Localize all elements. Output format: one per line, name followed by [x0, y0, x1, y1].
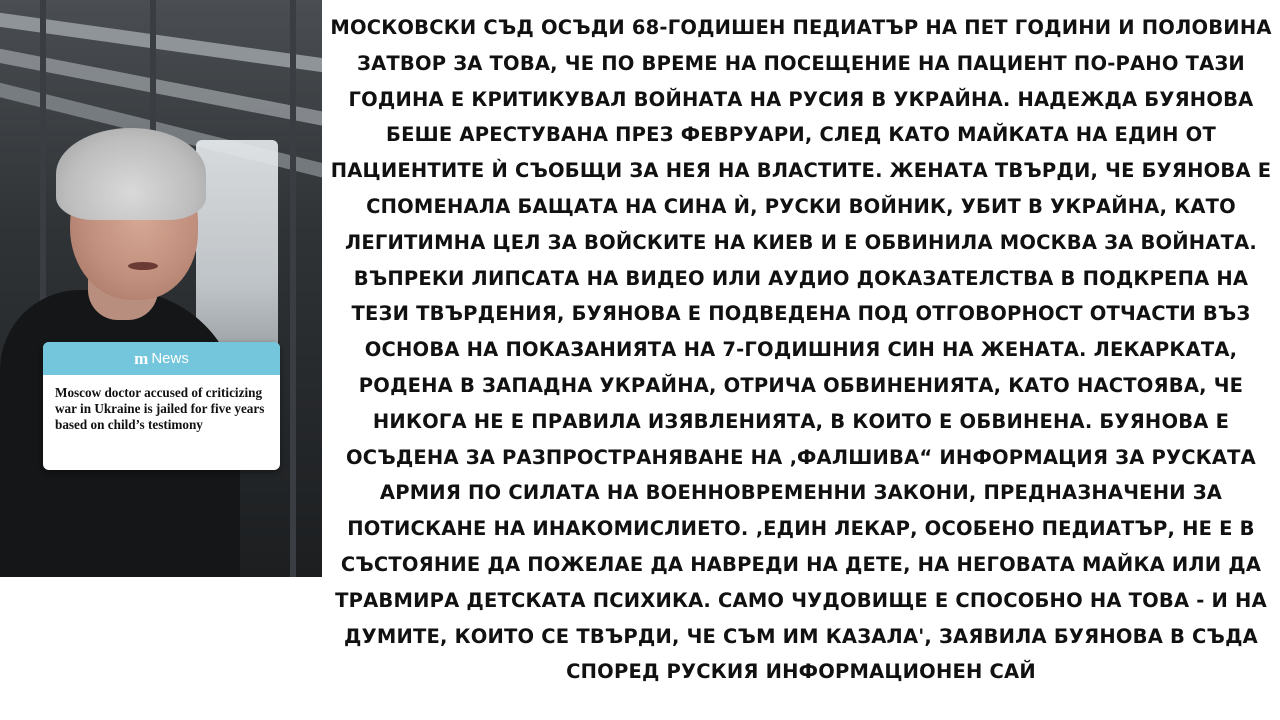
news-source: News	[151, 350, 189, 367]
news-logo-icon: m	[134, 348, 149, 368]
news-card-headline: Moscow doctor accused of criticizing war in Ukraine is jailed for five years based on child’s testimony	[55, 385, 265, 432]
news-photo	[0, 0, 322, 577]
news-card	[43, 342, 280, 470]
news-card-header	[43, 342, 280, 375]
article-text: МОСКОВСКИ СЪД ОСЪДИ 68-ГОДИШЕН ПЕДИАТЪР НА ПЕТ ГОДИНИ И ПОЛОВИНА ЗАТВОР ЗА ТОВА, ЧЕ ПО ВРЕМЕ НА ПОСЕЩЕНИЕ НА ПАЦИЕНТ ПО-РАНО ТАЗИ ГОДИНА Е КРИТИКУВАЛ ВОЙНАТА НА РУСИЯ В УКРАЙНА. НАДЕЖДА БУЯНОВА БЕШЕ АРЕСТУВАНА ПРЕЗ ФЕВРУАРИ, СЛЕД КАТО МАЙКАТА НА ЕДИН ОТ ПАЦИЕНТИТЕ Ѝ СЪОБЩИ ЗА НЕЯ НА ВЛАСТИТЕ. ЖЕНАТА ТВЪРДИ, ЧЕ БУЯНОВА Е СПОМЕНАЛА БАЩАТА НА СИНА Ѝ, РУСКИ ВОЙНИК, УБИТ В УКРАЙНА, КАТО ЛЕГИТИМНА ЦЕЛ ЗА ВОЙСКИТЕ НА КИЕВ И Е ОБВИНИЛА МОСКВА ЗА ВОЙНАТА. ВЪПРЕКИ ЛИПСАТА НА ВИДЕО ИЛИ АУДИО ДОКАЗАТЕЛСТВА В ПОДКРЕПА НА ТЕЗИ ТВЪРДЕНИЯ, БУЯНОВА Е ПОДВЕДЕНА ПОД ОТГОВОРНОСТ ОТЧАСТИ ВЪЗ ОСНОВА НА ПОКАЗАНИЯТА НА 7-ГОДИШНИЯ СИН НА ЖЕНАТА. ЛЕКАРКАТА, РОДЕНА В ЗАПАДНА УКРАЙНА, ОТРИЧА ОБВИНЕНИЯТА, КАТО НАСТОЯВА, ЧЕ НИКОГА НЕ Е ПРАВИЛА ИЗЯВЛЕНИЯТА, В КОИТО Е ОБВИНЕНА. БУЯНОВА Е ОСЪДЕНА ЗА РАЗПРОСТРАНЯВАНЕ НА ‚ФАЛШИВА“ ИНФОРМАЦИЯ ЗА РУСКАТА АРМИЯ ПО СИЛАТА НА ВОЕННОВРЕМЕННИ ЗАКОНИ, ПРЕДНАЗНАЧЕНИ ЗА ПОТИСКАНЕ НА ИНАКОМИСЛИЕТО. ‚ЕДИН ЛЕКАР, ОСОБЕНО ПЕДИАТЪР, НЕ Е В СЪСТОЯНИЕ ДА ПОЖЕЛАЕ ДА НАВРЕДИ НА ДЕТЕ, НА НЕГОВАТА МАЙКА ИЛИ ДА ТРАВМИРА ДЕТСКАТА ПСИХИКА. САМО ЧУДОВИЩЕ Е СПОСОБНО НА ТОВА - И НА ДУМИТЕ, КОИТО СЕ ТВЪРДИ, ЧЕ СЪМ ИМ КАЗАЛА', ЗАЯВИЛА БУЯНОВА В СЪДА СПОРЕД РУСКИЯ ИНФОРМАЦИОНЕН САЙ	[330, 16, 1272, 684]
